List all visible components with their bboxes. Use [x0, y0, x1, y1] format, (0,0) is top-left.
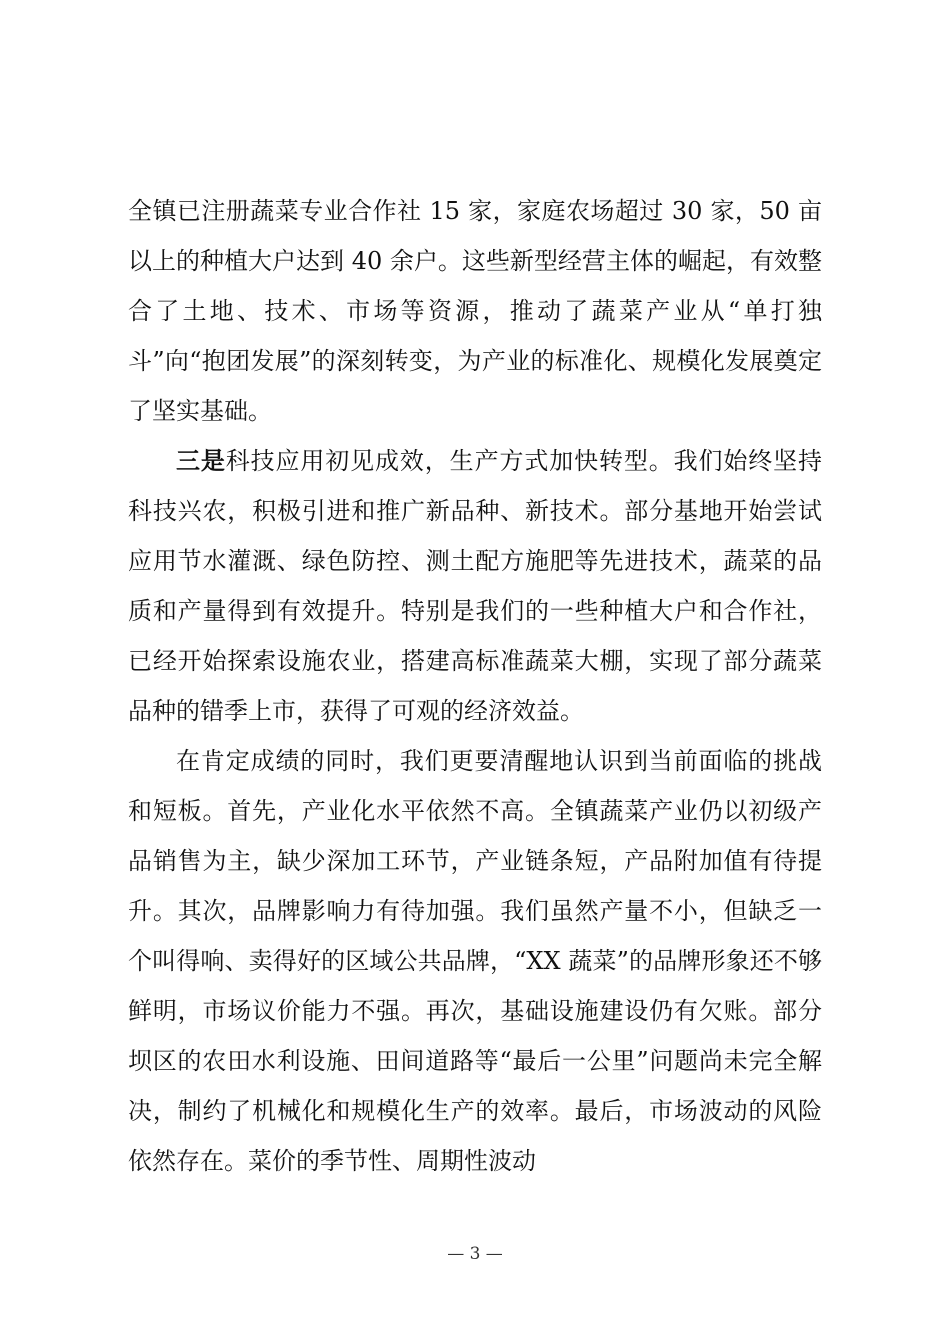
body-text — [128, 186, 822, 1186]
paragraph-continuation — [128, 186, 822, 436]
paragraph-text: 全镇已注册蔬菜专业合作社 15 家，家庭农场超过 30 家，50 亩以上的种植大户达到 40 余户。这些新型经营主体的崛起，有效整合了土地、技术、市场等资源，推动了蔬菜产业从“单打独斗”向“抱团发展”的深刻转变，为产业的标准化、规模化发展奠定了坚实基础。 — [128, 197, 822, 425]
paragraph-challenges — [128, 736, 822, 1186]
paragraph-text: 科技应用初见成效，生产方式加快转型。我们始终坚持科技兴农，积极引进和推广新品种、新技术。部分基地开始尝试应用节水灌溉、绿色防控、测土配方施肥等先进技术，蔬菜的品质和产量得到有效提升。特别是我们的一些种植大户和合作社，已经开始探索设施农业，搭建高标准蔬菜大棚，实现了部分蔬菜品种的错季上市，获得了可观的经济效益。 — [128, 447, 823, 725]
paragraph-text: 在肯定成绩的同时，我们更要清醒地认识到当前面临的挑战和短板。首先，产业化水平依然不高。全镇蔬菜产业仍以初级产品销售为主，缺少深加工环节，产业链条短，产品附加值有待提升。其次，品牌影响力有待加强。我们虽然产量不小，但缺乏一个叫得响、卖得好的区域公共品牌，“XX 蔬菜”的品牌形象还不够鲜明，市场议价能力不强。再次，基础设施建设仍有欠账。部分坝区的农田水利设施、田间道路等“最后一公里”问题尚未完全解决，制约了机械化和规模化生产的效率。最后，市场波动的风险依然存在。菜价的季节性、周期性波动 — [128, 747, 822, 1175]
paragraph-lead: 三是 — [176, 446, 226, 475]
page-number: — 3 — — [447, 1244, 503, 1264]
paragraph-technology — [128, 436, 822, 736]
